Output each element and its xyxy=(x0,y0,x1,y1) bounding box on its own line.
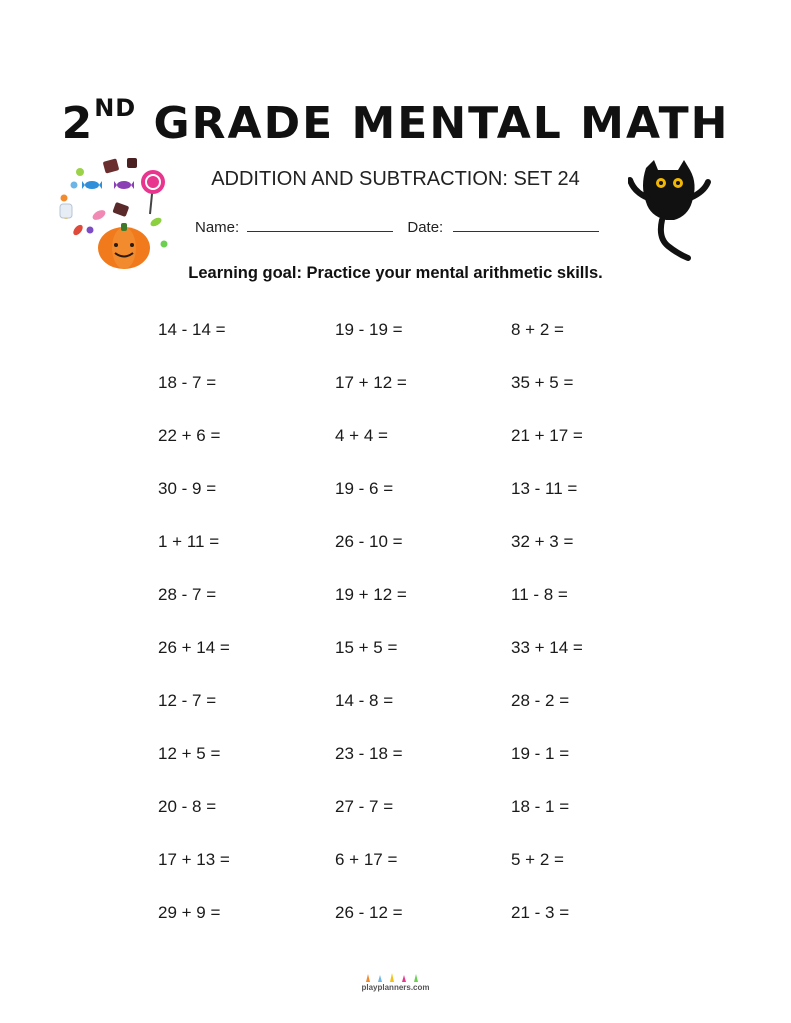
problem: 15 + 5 = xyxy=(335,638,398,657)
title-ordinal-suffix: ND xyxy=(94,94,137,122)
problem: 32 + 3 = xyxy=(511,532,574,551)
date-label: Date: xyxy=(407,219,444,236)
problem: 28 - 2 = xyxy=(511,691,570,710)
problem: 12 + 5 = xyxy=(158,744,221,763)
problem: 18 - 7 = xyxy=(158,373,217,392)
problem: 23 - 18 = xyxy=(335,744,403,763)
problem: 19 - 6 = xyxy=(335,479,394,498)
problem: 21 - 3 = xyxy=(511,903,570,922)
problem: 26 + 14 = xyxy=(158,638,230,657)
problem: 19 - 19 = xyxy=(335,320,403,339)
problem: 22 + 6 = xyxy=(158,426,221,445)
problem: 26 - 10 = xyxy=(335,532,403,551)
problem: 14 - 8 = xyxy=(335,691,394,710)
problem: 29 + 9 = xyxy=(158,903,221,922)
problem: 19 + 12 = xyxy=(335,585,407,604)
problem: 5 + 2 = xyxy=(511,850,564,869)
problem: 17 + 13 = xyxy=(158,850,230,869)
learning-goal: Learning goal: Practice your mental arithmetic skills. xyxy=(188,264,603,282)
problem: 30 - 9 = xyxy=(158,479,217,498)
problem: 26 - 12 = xyxy=(335,903,403,922)
footer-website: playplanners.com xyxy=(361,983,430,992)
problem: 17 + 12 = xyxy=(335,373,407,392)
problem: 18 - 1 = xyxy=(511,797,570,816)
problem: 14 - 14 = xyxy=(158,320,226,339)
problem: 1 + 11 = xyxy=(158,532,220,551)
footer-sparkle-icon xyxy=(360,973,432,983)
problem: 21 + 17 = xyxy=(511,426,583,445)
problem: 35 + 5 = xyxy=(511,373,574,392)
problem: 27 - 7 = xyxy=(335,797,394,816)
problem: 11 - 8 = xyxy=(511,585,568,604)
problem: 12 - 7 = xyxy=(158,691,217,710)
problem: 8 + 2 = xyxy=(511,320,564,339)
problem: 28 - 7 = xyxy=(158,585,217,604)
title-grade-number: 2 xyxy=(61,98,95,149)
problem: 13 - 11 = xyxy=(511,479,578,498)
name-label: Name: xyxy=(195,219,240,236)
problem: 6 + 17 = xyxy=(335,850,398,869)
worksheet-subtitle: ADDITION AND SUBTRACTION: SET 24 xyxy=(211,168,580,190)
title-text: GRADE MENTAL MATH xyxy=(136,98,730,149)
problem: 19 - 1 = xyxy=(511,744,570,763)
problem: 4 + 4 = xyxy=(335,426,388,445)
problem: 20 - 8 = xyxy=(158,797,217,816)
problem: 33 + 14 = xyxy=(511,638,583,657)
